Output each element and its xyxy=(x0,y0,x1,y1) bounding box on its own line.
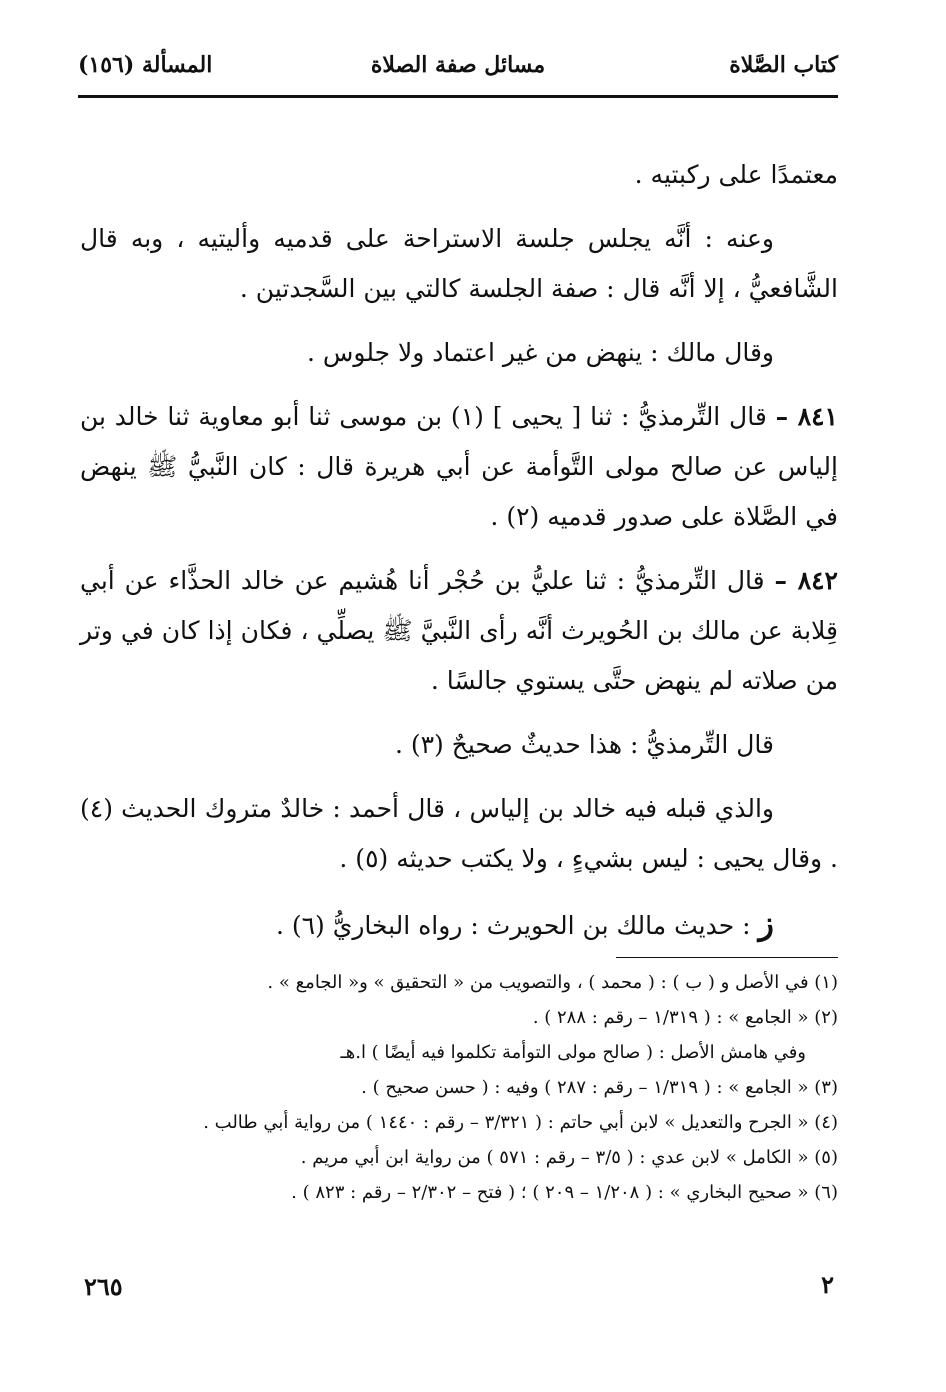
signature-mark: ٢ xyxy=(821,1270,834,1299)
header-book-title: كتاب الصَّلاة xyxy=(729,52,838,78)
footnote-5: (٥) « الكامل » لابن عدي : ( ٣/٥ – رقم : ٥٧١ ) من رواية ابن أبي مريم . xyxy=(300,1147,838,1168)
running-header xyxy=(78,52,838,92)
footnote-2: (٢) « الجامع » : ( ١/٣١٩ – رقم : ٢٨٨ ) . xyxy=(532,1007,838,1028)
footnote-4: (٤) « الجرح والتعديل » لابن أبي حاتم : ( ٣/٣٢١ – رقم : ١٤٤٠ ) من رواية أبي طالب . xyxy=(203,1112,838,1133)
header-issue-number: المسألة (١٥٦) xyxy=(78,52,213,78)
zawaid-mark: ز xyxy=(758,904,774,942)
paragraph-2: وعنه : أنَّه يجلس جلسة الاستراحة على قدميه وأليتيه ، وبه قال الشَّافعيُّ ، إلا أنَّه قال : صفة الجلسة كالتي بين السَّجدتين . xyxy=(80,224,838,303)
paragraph-7: والذي قبله فيه خالد بن إلياس ، قال أحمد : خالدٌ متروك الحديث (٤) . وقال يحيى : ليس بشيءٍ ، ولا يكتب حديثه (٥) . xyxy=(80,794,838,873)
footnote-3: (٣) « الجامع » : ( ١/٣١٩ – رقم : ٢٨٧ ) وفيه : ( حسن صحيح ) . xyxy=(361,1077,838,1098)
paragraph-3: وقال مالك : ينهض من غير اعتماد ولا جلوس . xyxy=(307,338,774,367)
main-text xyxy=(80,150,838,965)
footnotes xyxy=(80,965,838,1210)
header-rule xyxy=(78,95,838,98)
hadith-text: قال التِّرمذيُّ : ثنا عليُّ بن حُجْر أنا هُشيم عن خالد الحذَّاء عن أبي قِلابة عن مالك بن الحُويرث أنَّه رأى النَّبيَّ ﷺ يصلِّي ، فكان إذا كان في وتر من صلاته لم ينهض حتَّى يستوي جالسًا . xyxy=(80,566,838,695)
page-number: ٢٦٥ xyxy=(84,1272,123,1301)
paragraph-6: قال التِّرمذيُّ : هذا حديثٌ صحيحٌ (٣) . xyxy=(394,730,774,759)
paragraph-8 xyxy=(80,898,838,951)
hadith-number: ٨٤١ – xyxy=(775,402,838,431)
hadith-number: ٨٤٢ – xyxy=(774,566,838,595)
hadith-842 xyxy=(80,556,838,706)
header-chapter-title: مسائل صفة الصلاة xyxy=(370,52,546,78)
paragraph-1: معتمدًا على ركبتيه . xyxy=(634,160,838,189)
footnote-1: (١) في الأصل و ( ب ) : ( محمد ) ، والتصويب من « التحقيق » و« الجامع » . xyxy=(267,972,838,993)
footnote-separator xyxy=(616,957,838,958)
hadith-text: قال التِّرمذيُّ : ثنا [ يحيى ] (١) بن موسى ثنا أبو معاوية ثنا خالد بن إلياس عن صالح مولى التَّوأمة عن أبي هريرة قال : كان النَّبيُّ ﷺ ينهض في الصَّلاة على صدور قدميه (٢) . xyxy=(80,402,838,531)
paragraph-8-text: : حديث مالك بن الحويرث : رواه البخاريُّ (٦) . xyxy=(275,911,751,940)
footnote-6: (٦) « صحيح البخاري » : ( ١/٢٠٨ – ٢٠٩ ) ؛ ( فتح – ٢/٣٠٢ – رقم : ٨٢٣ ) . xyxy=(291,1182,838,1203)
footnote-2-note: وفي هامش الأصل : ( صالح مولى التوأمة تكلموا فيه أيضًا ) ا.هـ xyxy=(340,1042,806,1063)
hadith-841 xyxy=(80,392,838,542)
